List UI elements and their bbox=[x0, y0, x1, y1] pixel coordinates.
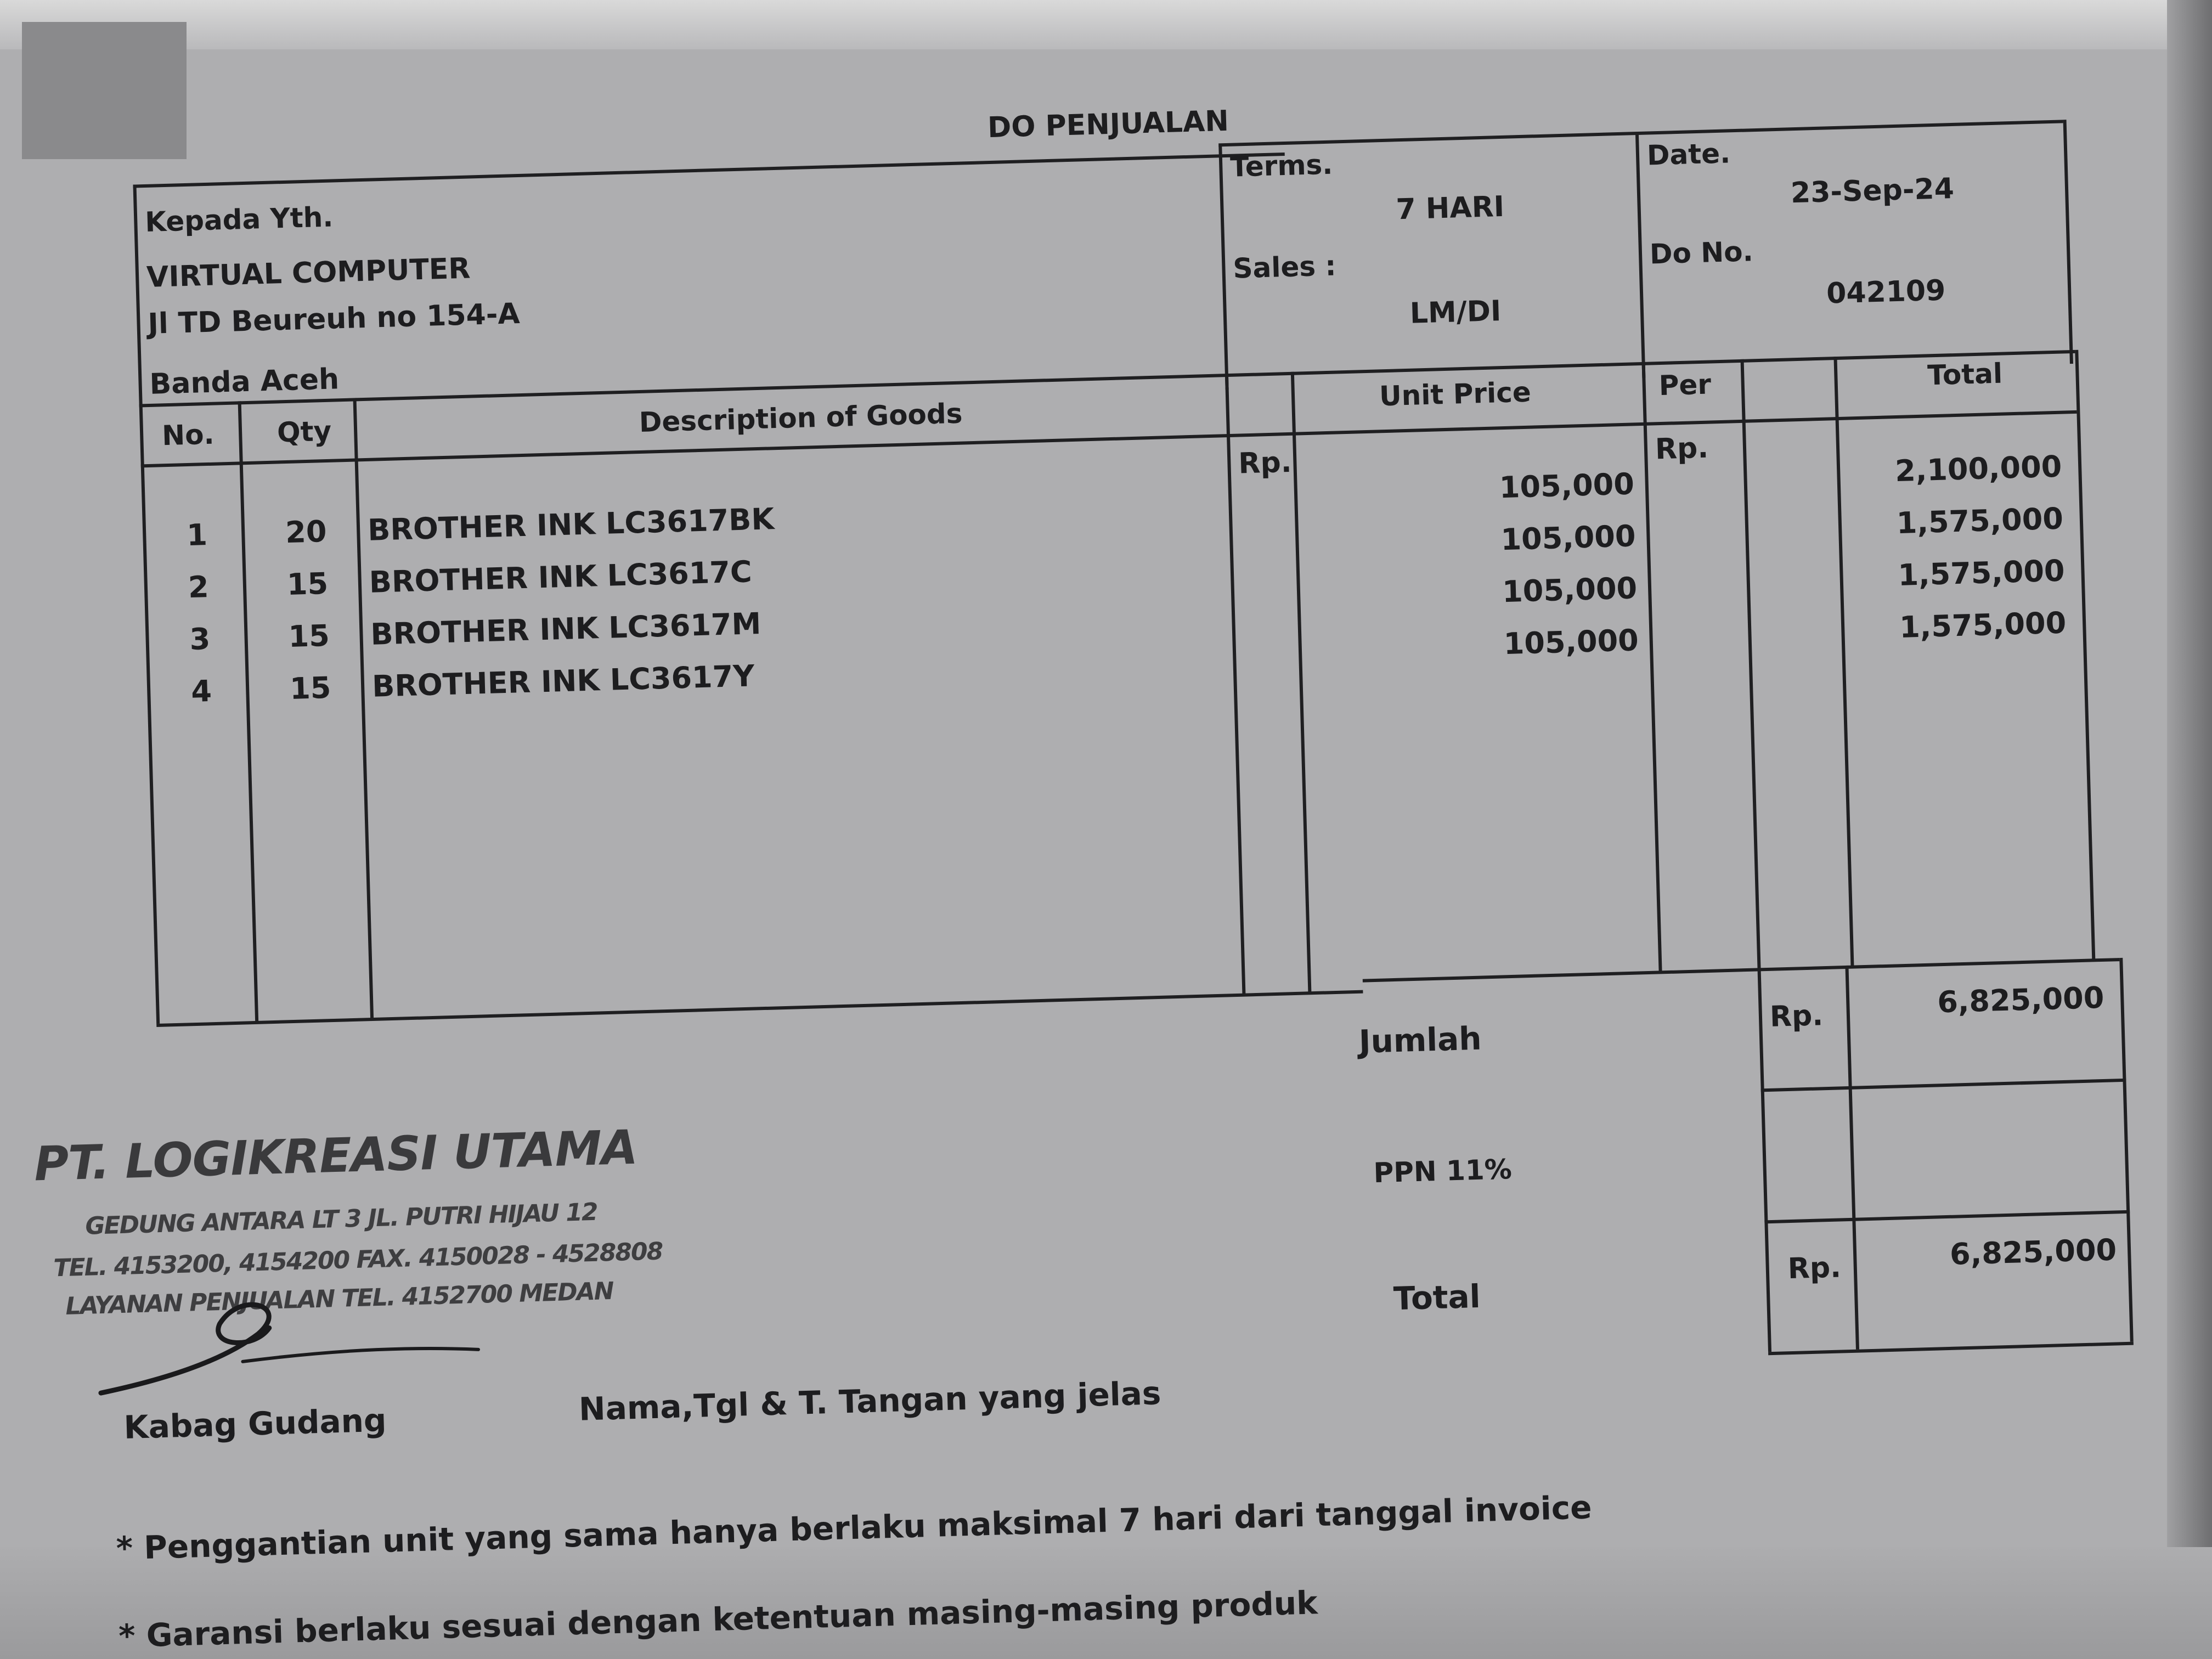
col-sep-per bbox=[1740, 359, 1760, 971]
do-no-label: Do No. bbox=[1649, 235, 1754, 270]
row-qty: 20 bbox=[285, 514, 328, 550]
delivery-order-document bbox=[33, 80, 2169, 1655]
grand-total-value: 6,825,000 bbox=[1949, 1232, 2117, 1272]
total-label: Total bbox=[1393, 1277, 1481, 1318]
terms-value: 7 HARI bbox=[1395, 190, 1505, 227]
row-no: 3 bbox=[189, 622, 211, 657]
header-top-line bbox=[133, 153, 1284, 188]
row-qty: 15 bbox=[286, 566, 329, 602]
summary-right-border bbox=[2119, 958, 2134, 1342]
summary-line-2 bbox=[1764, 1210, 2130, 1224]
summary-mid-border bbox=[1845, 966, 1859, 1350]
header-top-line-right bbox=[1218, 120, 2063, 146]
stamp-line-1: GEDUNG ANTARA LT 3 JL. PUTRI HIJAU 12 bbox=[84, 1198, 598, 1240]
document-title: DO PENJUALAN bbox=[987, 104, 1229, 145]
table-bottom bbox=[156, 990, 1363, 1027]
summary-bottom bbox=[1768, 1342, 2134, 1356]
row-unit-price: 105,000 bbox=[1502, 571, 1638, 610]
right-edge-shadow bbox=[2167, 0, 2212, 1659]
row-total: 1,575,000 bbox=[1899, 605, 2067, 645]
row-total: 1,575,000 bbox=[1896, 501, 2064, 541]
stamp-line-2: TEL. 4153200, 4154200 FAX. 4150028 - 4528808 bbox=[53, 1237, 663, 1283]
row-unit-price: 105,000 bbox=[1500, 518, 1637, 557]
row-description: BROTHER INK LC3617Y bbox=[371, 658, 755, 704]
jumlah-label: Jumlah bbox=[1358, 1019, 1482, 1060]
col-sep-qty bbox=[353, 398, 374, 1020]
header-total: Total bbox=[1927, 357, 2003, 392]
row-description: BROTHER INK LC3617BK bbox=[367, 501, 775, 548]
col-sep-no bbox=[238, 401, 259, 1024]
jumlah-top bbox=[1363, 958, 2120, 983]
right-border-table bbox=[2075, 350, 2095, 962]
header-per: Per bbox=[1658, 368, 1712, 402]
top-edge bbox=[0, 0, 2212, 49]
note-replacement: * Penggantian unit yang sama hanya berlaku maksimal 7 hari dari tanggal invoice bbox=[115, 1488, 1593, 1567]
terms-label: Terms. bbox=[1229, 148, 1333, 183]
row-no: 2 bbox=[188, 569, 210, 605]
row-no: 4 bbox=[190, 673, 212, 709]
signature-instruction: Nama,Tgl & T. Tangan yang jelas bbox=[578, 1374, 1162, 1428]
date-label: Date. bbox=[1646, 137, 1731, 172]
company-stamp-name: PT. LOGIKREASI UTAMA bbox=[33, 1120, 638, 1192]
date-value: 23-Sep-24 bbox=[1790, 172, 1955, 210]
total-currency: Rp. bbox=[1655, 431, 1709, 466]
col-sep-rp2 bbox=[1833, 357, 1854, 968]
table-header-top bbox=[139, 350, 2075, 408]
ppn-label: PPN 11% bbox=[1373, 1153, 1513, 1189]
table-header-bottom bbox=[141, 410, 2077, 468]
sales-label: Sales : bbox=[1232, 250, 1337, 285]
row-description: BROTHER INK LC3617M bbox=[370, 606, 762, 652]
row-description: BROTHER INK LC3617C bbox=[368, 554, 753, 600]
row-total: 1,575,000 bbox=[1897, 553, 2066, 593]
unit-price-currency: Rp. bbox=[1238, 445, 1293, 481]
sales-value: LM/DI bbox=[1409, 295, 1502, 330]
row-no: 1 bbox=[186, 517, 208, 553]
jumlah-value: 6,825,000 bbox=[1937, 980, 2105, 1020]
header-unit-price: Unit Price bbox=[1379, 376, 1532, 413]
jumlah-currency: Rp. bbox=[1769, 999, 1824, 1034]
stamp-line-3: LAYANAN PENJUALAN TEL. 4152700 MEDAN bbox=[65, 1277, 614, 1321]
date-separator bbox=[1635, 134, 1645, 378]
row-qty: 15 bbox=[287, 618, 330, 654]
summary-line-1 bbox=[1761, 1079, 2126, 1092]
row-unit-price: 105,000 bbox=[1499, 466, 1635, 505]
col-sep-rp bbox=[1291, 372, 1312, 995]
warehouse-head-label: Kabag Gudang bbox=[123, 1401, 387, 1446]
note-warranty: * Garansi berlaku sesuai dengan ketentuan masing-masing produk bbox=[118, 1584, 1318, 1655]
recipient-name: VIRTUAL COMPUTER bbox=[146, 252, 471, 294]
row-total: 2,100,000 bbox=[1894, 449, 2063, 489]
header-qty: Qty bbox=[276, 415, 332, 449]
row-qty: 15 bbox=[289, 670, 332, 706]
summary-left-border bbox=[1757, 968, 1771, 1352]
right-border-header bbox=[2063, 120, 2073, 364]
grand-total-currency: Rp. bbox=[1787, 1251, 1842, 1286]
header-no: No. bbox=[161, 418, 215, 452]
row-unit-price: 105,000 bbox=[1503, 623, 1639, 662]
terms-separator bbox=[1218, 145, 1228, 390]
signature-mark bbox=[93, 1289, 490, 1409]
header-description: Description of Goods bbox=[639, 397, 963, 439]
recipient-city: Banda Aceh bbox=[149, 363, 340, 401]
do-no-value: 042109 bbox=[1826, 274, 1946, 311]
recipient-address: Jl TD Beureuh no 154-A bbox=[147, 297, 521, 341]
recipient-label: Kepada Yth. bbox=[144, 201, 334, 239]
